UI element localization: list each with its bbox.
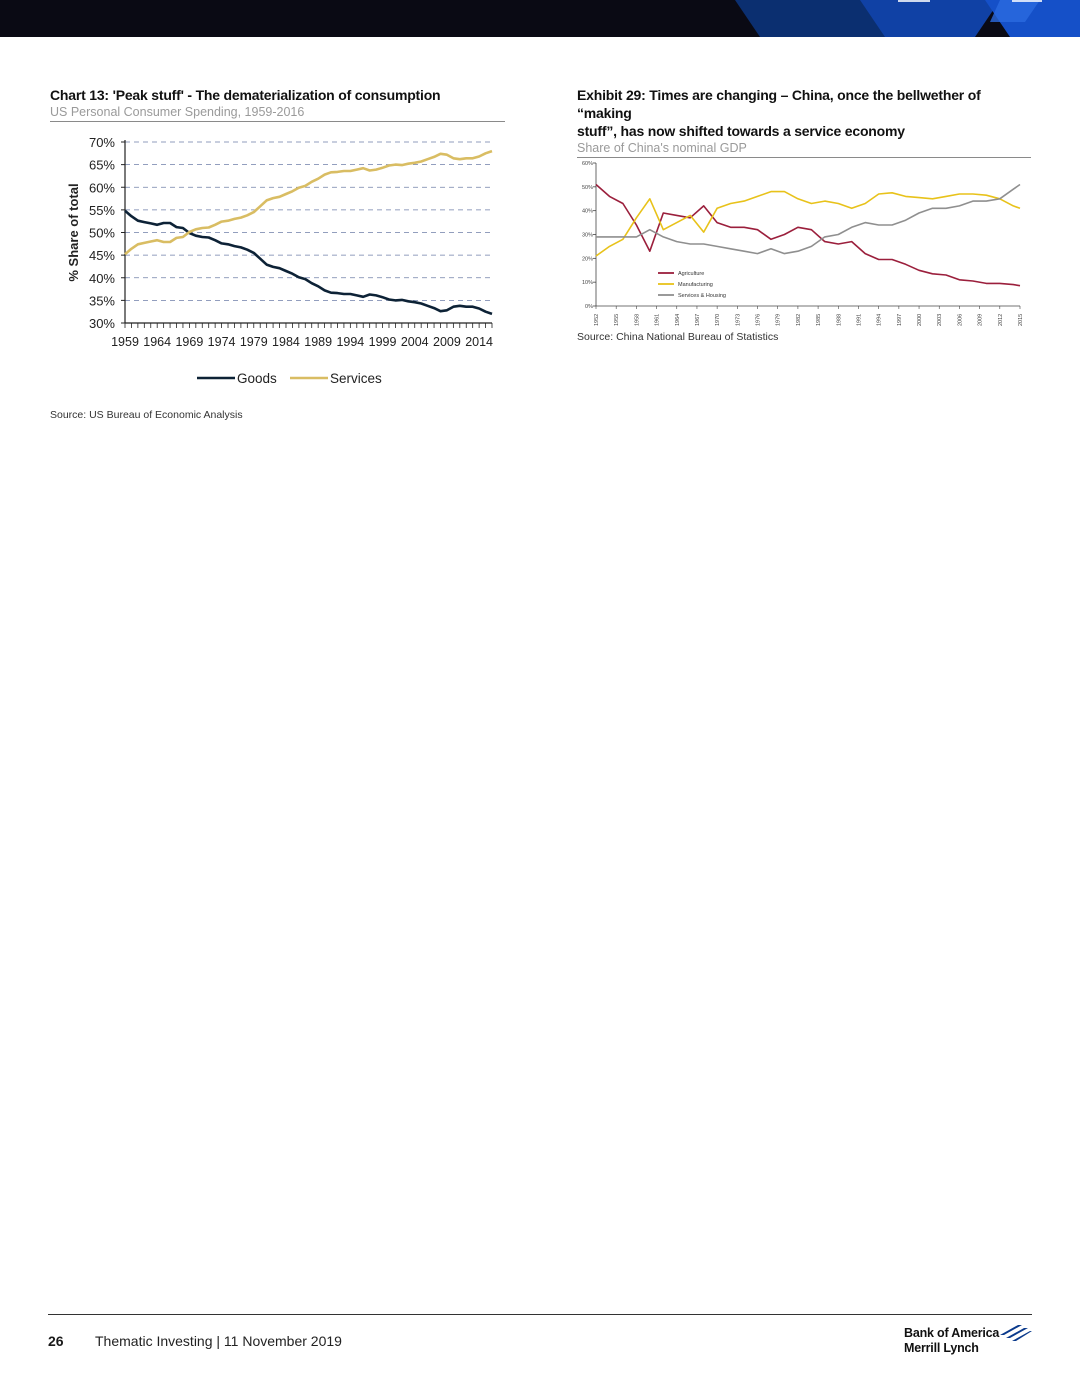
y-tick-label: 50% [88,225,115,241]
exhibit29-subtitle: Share of China's nominal GDP [577,140,1031,158]
y-tick-label: 0% [585,304,593,310]
chart13-plot [50,130,510,400]
x-tick-label: 1985 [816,313,823,326]
x-tick-label: 1979 [775,313,782,326]
x-tick-label: 1991 [856,313,863,326]
x-tick-label: 1979 [239,335,268,349]
x-tick-label: 1970 [715,313,722,326]
x-tick-label: 1982 [795,313,802,326]
x-tick-label: 1959 [111,335,139,349]
x-tick-label: 1997 [896,313,903,326]
x-tick-label: 1961 [654,313,661,326]
x-tick-label: 1952 [594,313,600,326]
y-axis-label: % Share of total [66,183,81,282]
legend-label: Manufacturing [678,282,713,288]
exhibit29-title-line1: Exhibit 29: Times are changing – China, once the bellwether of “making [577,87,981,121]
y-tick-label: 50% [581,184,593,191]
y-tick-label: 45% [88,248,115,264]
legend-label: Agriculture [678,271,705,277]
exhibit29-source: Source: China National Bureau of Statistics [577,331,779,343]
x-tick-label: 2006 [957,313,964,326]
x-tick-label: 2000 [917,313,924,326]
x-tick-label: 1964 [143,335,172,349]
exhibit29-panel [577,86,1031,158]
footer-rule [48,1314,1032,1315]
bank-logo-icon [998,1323,1032,1341]
series-line-services [125,151,492,254]
x-tick-label: 1989 [304,335,333,349]
y-tick-label: 60% [581,161,593,167]
exhibit29-title [577,86,1031,140]
x-tick-label: 1969 [175,335,204,349]
y-tick-label: 40% [88,270,115,286]
x-tick-label: 2015 [1018,313,1024,326]
x-tick-label: 1999 [368,335,397,349]
x-tick-label: 1976 [755,313,762,326]
chart13-title: Chart 13: 'Peak stuff' - The dematerialization of consumption [50,87,441,103]
x-tick-label: 1958 [634,313,641,326]
legend-label: Services & Housing [678,293,726,299]
brand-line2: Merrill Lynch [904,1341,979,1355]
y-tick-label: 30% [581,232,593,239]
x-tick-label: 1967 [694,313,701,326]
header-decoration [0,0,1080,37]
y-tick-label: 35% [88,293,115,309]
legend-label-goods: Goods [237,371,277,386]
x-tick-label: 1974 [207,335,236,349]
brand-name [904,1326,999,1356]
x-tick-label: 2009 [977,313,984,326]
x-tick-label: 2003 [937,313,944,326]
y-tick-label: 40% [581,208,593,215]
x-tick-label: 1994 [336,335,365,349]
y-tick-label: 60% [88,180,115,196]
exhibit29-title-line2: stuff”, has now shifted towards a service economy [577,123,905,139]
y-tick-label: 10% [581,280,593,287]
chart13-source: Source: US Bureau of Economic Analysis [50,409,243,421]
page-number: 26 [48,1333,64,1349]
y-tick-label: 55% [88,202,115,218]
x-tick-label: 1994 [876,313,883,326]
chart13-subtitle: US Personal Consumer Spending, 1959-2016 [50,104,505,122]
x-tick-label: 2009 [433,335,461,349]
footer-text: Thematic Investing | 11 November 2019 [95,1333,342,1349]
y-tick-label: 20% [581,256,593,263]
y-tick-label: 65% [88,157,115,173]
legend-label-services: Services [330,371,382,386]
y-tick-label: 30% [88,316,115,331]
x-tick-label: 1955 [614,313,621,326]
x-tick-label: 1973 [735,313,742,326]
x-tick-label: 1964 [674,313,681,326]
x-tick-label: 2014 [465,335,494,349]
x-tick-label: 1984 [272,335,300,349]
brand-line1: Bank of America [904,1326,1000,1340]
x-tick-label: 1988 [836,313,843,326]
series-line-goods [125,211,492,314]
header-bar [0,0,1080,37]
x-tick-label: 2012 [997,313,1004,326]
chart13-panel [50,86,505,122]
y-tick-label: 70% [88,135,115,150]
x-tick-label: 2004 [400,335,429,349]
exhibit29-plot [570,155,1030,330]
